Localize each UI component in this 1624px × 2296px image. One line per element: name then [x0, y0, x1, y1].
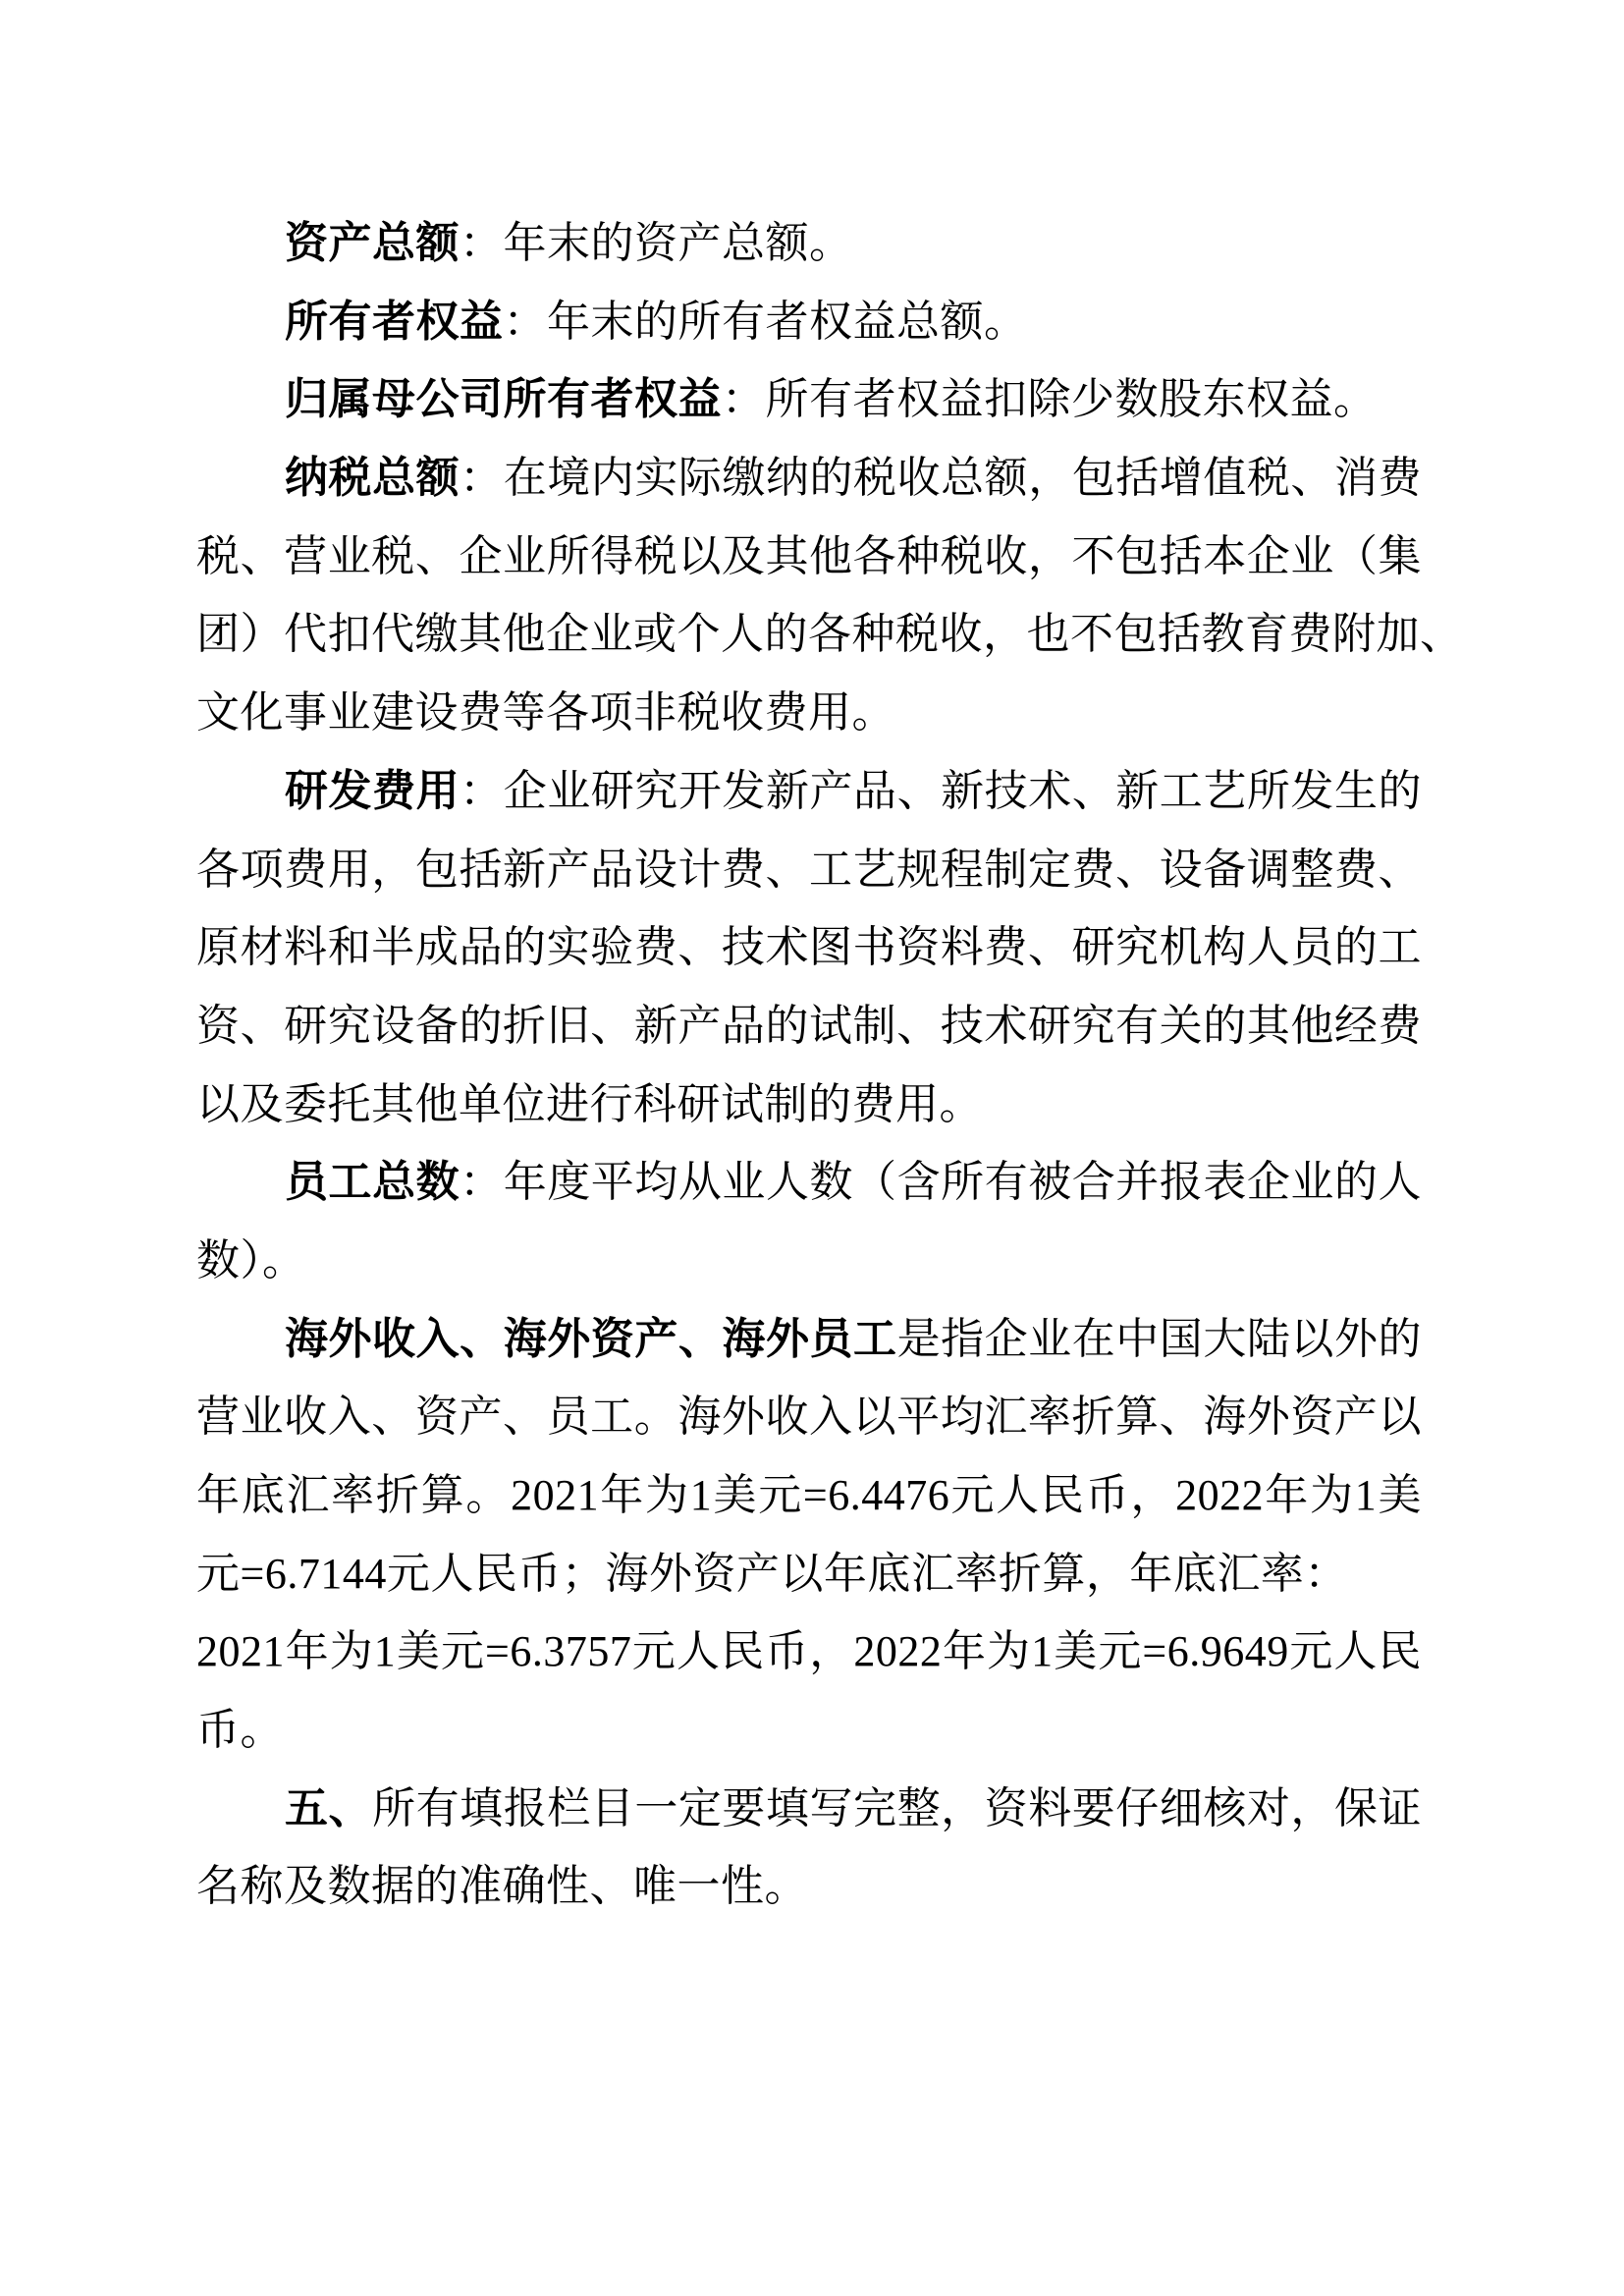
definition-term: 研发费用 [285, 765, 460, 816]
line-text: ：年末的所有者权益总额。 [503, 297, 1028, 346]
line-text: ：年末的资产总额。 [460, 219, 853, 267]
paragraph-line: 营业收入、资产、员工。海外收入以平均汇率折算、海外资产以 [196, 1393, 1422, 1442]
definition-term: 员工总数 [285, 1157, 460, 1208]
definition-total-tax [196, 439, 1464, 752]
paragraph-line: 团）代扣代缴其他企业或个人的各种税收，也不包括教育费附加、 [196, 610, 1464, 659]
paragraph-line: 各项费用，包括新产品设计费、工艺规程制定费、设备调整费、 [196, 845, 1422, 894]
paragraph-line: 原材料和半成品的实验费、技术图书资料费、研究机构人员的工 [196, 923, 1422, 972]
paragraph-line [196, 752, 1422, 831]
paragraph-line [196, 1143, 1422, 1222]
paragraph-line [196, 1770, 1422, 1848]
paragraph-line [196, 439, 1422, 518]
paragraph-line: 税、营业税、企业所得税以及其他各种税收，不包括本企业（集 [196, 531, 1422, 580]
line-text: 所有填报栏目一定要填写完整，资料要仔细核对，保证 [372, 1783, 1423, 1832]
document-body [196, 204, 1464, 1926]
definition-owners-equity [196, 283, 1422, 361]
item-number: 五、 [285, 1782, 373, 1833]
line-text: ：企业研究开发新产品、新技术、新工艺所发生的 [460, 766, 1423, 815]
paragraph-line: 文化事业建设费等各项非税收费用。 [196, 688, 895, 738]
definition-total-employees [196, 1143, 1422, 1299]
definition-term: 归属母公司所有者权益 [285, 374, 722, 425]
line-text: ：在境内实际缴纳的税收总额，包括增值税、消费 [460, 454, 1423, 503]
paragraph-line: 资、研究设备的折旧、新产品的试制、技术研究有关的其他经费 [196, 1001, 1422, 1050]
instruction-item-five [196, 1770, 1422, 1926]
definition-term: 海外收入、海外资产、海外员工 [285, 1313, 897, 1364]
paragraph-line: 2021年为1美元=6.3757元人民币，2022年为1美元=6.9649元人民 [196, 1627, 1422, 1676]
paragraph-line: 数）。 [196, 1235, 306, 1285]
line-text: ：年度平均从业人数（含所有被合并报表企业的人 [460, 1158, 1423, 1207]
definition-term: 所有者权益 [285, 296, 504, 347]
paragraph-line [196, 204, 1422, 283]
definition-rd-expenses [196, 752, 1422, 1143]
definition-term: 资产总额 [285, 218, 460, 268]
line-text: ：所有者权益扣除少数股东权益。 [722, 375, 1378, 424]
definition-total-assets [196, 204, 1422, 283]
definition-parent-owners-equity [196, 360, 1422, 439]
paragraph-line: 年底汇率折算。2021年为1美元=6.4476元人民币，2022年为1美 [196, 1471, 1422, 1519]
paragraph-line: 名称及数据的准确性、唯一性。 [196, 1862, 808, 1911]
paragraph-line [196, 1300, 1422, 1379]
paragraph-line [196, 283, 1422, 361]
line-text: 是指企业在中国大陆以外的 [896, 1314, 1423, 1363]
paragraph-line: 元=6.7144元人民币；海外资产以年底汇率折算，年底汇率： [196, 1549, 1348, 1598]
paragraph-line: 币。 [196, 1706, 284, 1755]
definition-overseas [196, 1300, 1422, 1770]
definition-term: 纳税总额 [285, 453, 460, 504]
paragraph-line [196, 360, 1422, 439]
paragraph-line: 以及委托其他单位进行科研试制的费用。 [196, 1079, 983, 1128]
